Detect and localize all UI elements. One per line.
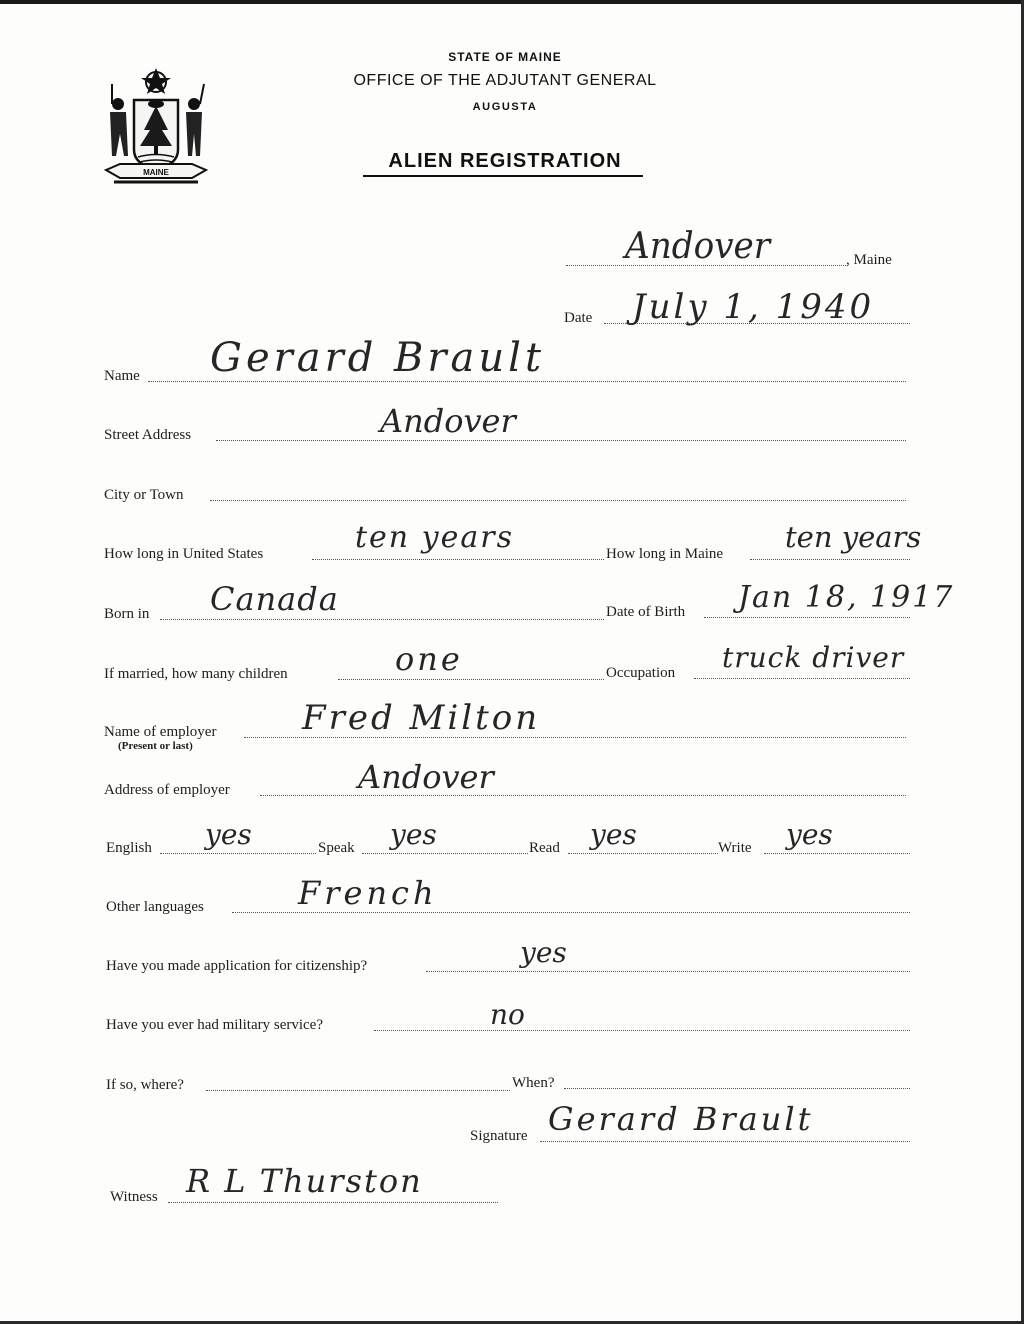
city-heading: AUGUSTA	[472, 101, 538, 113]
name-line	[148, 381, 906, 382]
occupation-line	[694, 678, 910, 679]
name-label: Name	[104, 368, 140, 384]
military-value: no	[490, 998, 525, 1031]
write-label: Write	[718, 840, 752, 856]
form-title: ALIEN REGISTRATION	[388, 150, 622, 172]
when-line	[564, 1088, 910, 1089]
employer-address-label: Address of employer	[104, 782, 230, 798]
name-value: Gerard Brault	[210, 335, 546, 381]
date-of-birth-label: Date of Birth	[606, 604, 686, 620]
street-address-label: Street Address	[104, 427, 192, 443]
children-label: If married, how many children	[104, 666, 288, 682]
speak-value: yes	[390, 818, 437, 851]
how-long-us-value: ten years	[355, 520, 514, 555]
how-long-maine-value: ten years	[785, 520, 922, 554]
english-label: English	[106, 840, 152, 856]
read-label: Read	[529, 840, 560, 856]
how-long-us-label: How long in United States	[104, 546, 264, 562]
how-long-maine-label: How long in Maine	[606, 546, 724, 562]
signature-label: Signature	[470, 1128, 528, 1144]
read-value: yes	[590, 818, 637, 851]
citizenship-label: Have you made application for citizenship?	[106, 958, 368, 974]
english-line	[160, 853, 316, 854]
town-value: Andover	[625, 226, 771, 267]
occupation-label: Occupation	[606, 665, 676, 681]
signature-line	[540, 1141, 910, 1142]
born-in-value: Canada	[210, 580, 339, 618]
date-value: July 1, 1940	[632, 287, 875, 327]
other-languages-line	[232, 912, 910, 913]
signature-value: Gerard Brault	[548, 1100, 814, 1138]
maine-state-seal-icon	[100, 64, 212, 192]
city-or-town-label: City or Town	[104, 487, 184, 503]
seal-banner-text: MAINE	[143, 168, 169, 177]
date-label: Date	[564, 310, 593, 326]
speak-line	[362, 853, 528, 854]
other-languages-label: Other languages	[106, 899, 204, 915]
children-line	[338, 679, 604, 680]
children-value: one	[395, 640, 463, 678]
employer-name-label: Name of employer	[104, 724, 217, 740]
citizenship-value: yes	[520, 936, 567, 969]
scan-edge-top	[0, 0, 1024, 4]
military-line	[374, 1030, 910, 1031]
occupation-value: truck driver	[722, 641, 905, 674]
witness-label: Witness	[110, 1189, 158, 1205]
witness-value: R L Thurston	[186, 1162, 423, 1200]
state-heading: STATE OF MAINE	[448, 50, 562, 64]
if-so-where-line	[206, 1090, 510, 1091]
write-line	[764, 853, 910, 854]
when-label: When?	[512, 1075, 555, 1091]
maine-label: , Maine	[846, 252, 892, 268]
english-value: yes	[205, 818, 252, 851]
employer-name-sublabel: (Present or last)	[118, 740, 193, 752]
city-or-town-line	[210, 500, 906, 501]
witness-line	[168, 1202, 498, 1203]
born-in-label: Born in	[104, 606, 150, 622]
office-heading: OFFICE OF THE ADJUTANT GENERAL	[353, 72, 657, 89]
title-underline	[363, 175, 643, 177]
citizenship-line	[426, 971, 910, 972]
employer-address-line	[260, 795, 906, 796]
write-value: yes	[786, 818, 833, 851]
date-of-birth-line	[704, 617, 910, 618]
speak-label: Speak	[318, 840, 355, 856]
date-of-birth-value: Jan 18, 1917	[738, 580, 955, 615]
born-in-line	[160, 619, 604, 620]
if-so-where-label: If so, where?	[106, 1077, 184, 1093]
how-long-us-line	[312, 559, 604, 560]
military-label: Have you ever had military service?	[106, 1017, 323, 1033]
employer-address-value: Andover	[358, 758, 494, 796]
how-long-maine-line	[750, 559, 910, 560]
street-address-value: Andover	[380, 402, 516, 440]
employer-name-value: Fred Milton	[302, 698, 541, 738]
street-address-line	[216, 440, 906, 441]
read-line	[568, 853, 718, 854]
other-languages-value: French	[298, 874, 438, 912]
